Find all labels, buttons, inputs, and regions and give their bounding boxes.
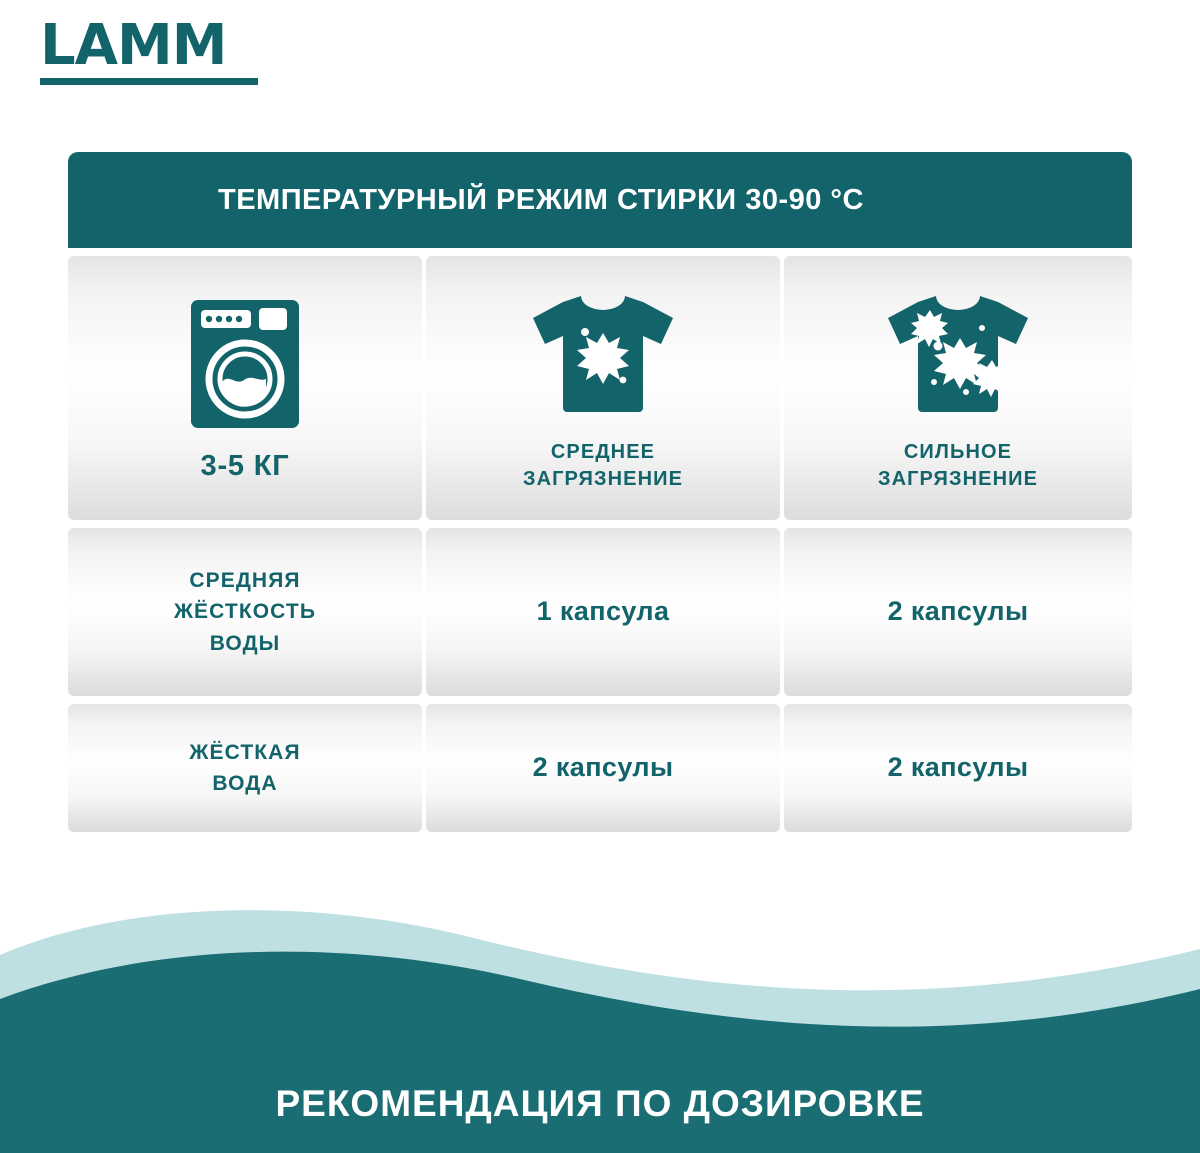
heavy-soil-label-line1: СИЛЬНОЕ xyxy=(903,441,1013,463)
medium-soil-label-line2: ЗАГРЯЗНЕНИЕ xyxy=(522,468,684,490)
hard-water-line2: ВОДА xyxy=(212,772,278,795)
heavy-soil-label xyxy=(878,439,1038,493)
cell-medium-hardness-heavy-soil xyxy=(784,528,1132,696)
footer-banner xyxy=(0,903,1200,1153)
medium-soil-label xyxy=(523,439,683,493)
medium-hardness-line1: СРЕДНЯЯ xyxy=(189,568,301,592)
footer-title: РЕКОМЕНДАЦИЯ ПО ДОЗИРОВКЕ xyxy=(275,1083,925,1124)
load-capacity-label: 3-5 КГ xyxy=(200,449,290,482)
cell-load-capacity xyxy=(68,256,422,520)
table-grid xyxy=(68,256,1132,832)
tshirt-many-stains-icon xyxy=(878,283,1038,423)
tshirt-one-stain-icon xyxy=(523,283,683,423)
medium-hardness-line2: ЖЁСТКОСТЬ xyxy=(173,600,317,624)
dose-value: 2 капсулы xyxy=(887,752,1029,783)
cell-medium-soil xyxy=(426,256,780,520)
heavy-soil-label-line2: ЗАГРЯЗНЕНИЕ xyxy=(877,468,1039,490)
page-title: ТЕМПЕРАТУРНЫЙ РЕЖИМ СТИРКИ 30-90 °С xyxy=(218,183,864,216)
cell-hard-water-label xyxy=(68,704,422,832)
medium-hardness-line3: ВОДЫ xyxy=(209,631,281,655)
brand-logo-underline xyxy=(40,78,258,85)
cell-heavy-soil xyxy=(784,256,1132,520)
table-header-band xyxy=(68,152,1132,248)
washing-machine-icon xyxy=(183,294,307,434)
dosage-table xyxy=(68,152,1132,832)
medium-soil-label-line1: СРЕДНЕЕ xyxy=(550,441,656,463)
dose-value: 1 капсула xyxy=(536,596,670,627)
cell-medium-hardness-label xyxy=(68,528,422,696)
cell-hard-water-medium-soil xyxy=(426,704,780,832)
dose-value: 2 капсулы xyxy=(887,596,1029,627)
cell-hard-water-heavy-soil xyxy=(784,704,1132,832)
cell-medium-hardness-medium-soil xyxy=(426,528,780,696)
brand-logo-text: LAMM xyxy=(40,13,227,78)
brand-logo xyxy=(40,13,258,85)
hard-water-line1: ЖЁСТКАЯ xyxy=(189,740,301,764)
dose-value: 2 капсулы xyxy=(532,752,674,783)
